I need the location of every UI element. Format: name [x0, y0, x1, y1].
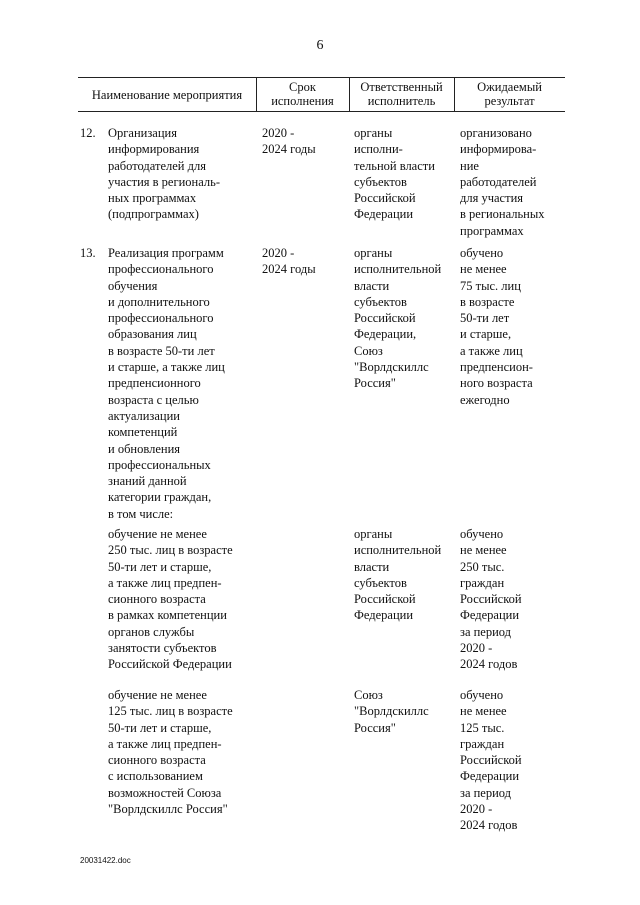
subrow-name: обучение не менее 125 тыс. лиц в возрасте 50-ти лет и старше, а также лиц предпен- сионного возраста с использованием возможностей Союза "Ворлдскиллс Россия" [108, 688, 233, 817]
subrow-responsible: органы исполнительной власти субъектов Российской Федерации [354, 527, 442, 623]
header-term: Срок исполнения [271, 80, 334, 108]
header-name: Наименование мероприятия [91, 88, 243, 102]
row-responsible: органы исполни- тельной власти субъектов Российской Федерации [354, 126, 435, 222]
row-name: Организация информирования работодателей для участия в региональ- ных программах (подпрограммах) [108, 126, 220, 222]
table-top-rule [78, 77, 565, 78]
row-result: обучено не менее 75 тыс. лиц в возрасте 50-ти лет и старше, а также лиц предпенсион- ного возраста ежегодно [460, 246, 533, 407]
row-responsible: органы исполнительной власти субъектов Российской Федерации, Союз "Ворлдскиллс Россия" [354, 246, 442, 391]
table-header-rule [78, 111, 565, 112]
header-responsible: Ответственный исполнитель [360, 80, 443, 108]
subrow-responsible: Союз "Ворлдскиллс Россия" [354, 688, 429, 735]
page-number: 6 [316, 38, 324, 53]
row-number: 13. [80, 246, 96, 260]
row-term: 2020 - 2024 годы [262, 126, 316, 157]
row-term: 2020 - 2024 годы [262, 246, 316, 277]
subrow-name: обучение не менее 250 тыс. лиц в возрасте 50-ти лет и старше, а также лиц предпен- сионного возраста в рамках компетенции органов службы занятости субъектов Российской Федерации [108, 527, 233, 672]
row-name: Реализация программ профессионального обучения и дополнительного профессионального образования лиц в возрасте 50-ти лет и старше, а также лиц предпенсионного возраста с целью актуализации компетенций и обновления профессиональных знаний данной категории граждан, в том числе: [108, 246, 225, 521]
footer-filename: 20031422.doc [80, 856, 131, 865]
row-result: организовано информирова- ние работодателей для участия в региональных программах [460, 126, 545, 238]
header-result: Ожидаемый результат [477, 80, 542, 108]
row-number: 12. [80, 126, 96, 140]
subrow-result: обучено не менее 125 тыс. граждан Российской Федерации за период 2020 - 2024 годов [460, 688, 522, 833]
subrow-result: обучено не менее 250 тыс. граждан Российской Федерации за период 2020 - 2024 годов [460, 527, 522, 672]
